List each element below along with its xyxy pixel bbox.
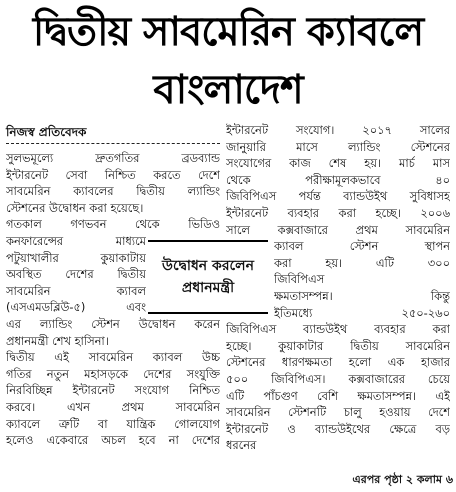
body-line: ইন্টারনেট সেবা নিশ্চিত করতে দেশে bbox=[6, 167, 220, 182]
headline-line-2: বাংলাদেশ bbox=[153, 67, 303, 113]
body-line: নিরবিচ্ছিন্ন ইন্টারনেট সংযোগ নিশ্চিত bbox=[6, 383, 220, 398]
body-line: সাবমেরিন ক্যাবল bbox=[6, 283, 146, 298]
body-line: পটুয়াখালীর কুয়াকাটায় bbox=[6, 250, 146, 265]
body-line: সাবমেরিন ক্যাবলের দ্বিতীয় ল্যান্ডিং bbox=[6, 184, 220, 199]
body-line: সংযোগের কাজ শেষ হয়। মার্চ মাস bbox=[226, 156, 450, 171]
body-line: সাবমেরিন স্টেশনটি চালু হওয়ায় দেশে bbox=[226, 405, 450, 420]
body-line: হলেও একেবারে অচল হবে না দেশের bbox=[6, 433, 220, 448]
body-line: স্টেশনের উদ্বোধন করা হয়েছে। bbox=[6, 200, 144, 215]
pull-quote-line-2: প্রধানমন্ত্রী bbox=[181, 280, 235, 296]
body-line: প্রধানমন্ত্রী শেখ হাসিনা। bbox=[6, 333, 109, 348]
body-line: এর ল্যান্ডিং স্টেশন উদ্বোধন করেন bbox=[6, 316, 220, 331]
byline-divider bbox=[6, 143, 220, 144]
body-line: দ্বিতীয় এই সাবমেরিন ক্যাবল উচ্চ bbox=[6, 350, 220, 365]
byline: নিজস্ব প্রতিবেদক bbox=[6, 125, 87, 139]
body-line: গতকাল গণভবন থেকে ভিডিও bbox=[6, 217, 220, 232]
body-line: ক্যাবলে ত্রুটি বা যান্ত্রিক গোলযোগ bbox=[6, 416, 220, 431]
body-line: কনফারেন্সের মাধ্যমে bbox=[6, 233, 146, 248]
body-line: ইন্টারনেট ব্যবহার করা হচ্ছে। ২০০৬ bbox=[226, 205, 450, 220]
body-line: সুলভমূল্যে দ্রুতগতির ব্রডব্যান্ড bbox=[6, 151, 220, 165]
body-line: করা হয়। এটি ৩০০ bbox=[274, 255, 450, 270]
body-line: এটি পাঁচগুণ বেশি ক্ষমতাসম্পন্ন। এই bbox=[226, 388, 450, 403]
headline-line-1: দ্বিতীয় সাবমেরিন ক্যাবলে bbox=[32, 9, 424, 55]
body-line: ইন্টারনেট সংযোগ। ২০১৭ সালের bbox=[226, 123, 450, 137]
body-line: গতির নতুন মহাসড়কে দেশের সংযুক্তি bbox=[6, 366, 220, 381]
continued-on-page: এরপর পৃষ্ঠা ২ কলাম ৬ bbox=[352, 473, 453, 486]
body-line: অবস্থিত দেশের দ্বিতীয় bbox=[6, 267, 146, 282]
body-line: জিবিপিএস পর্যন্ত ব্যান্ডউইথ সুবিধাসহ bbox=[226, 189, 450, 204]
body-line: জানুয়ারি মাসে ল্যান্ডিং স্টেশনের bbox=[226, 139, 450, 154]
body-line: করবে। এখন প্রথম সাবমেরিন bbox=[6, 399, 220, 414]
body-line: ইন্টারনেট ও ব্যান্ডউইথের ক্ষেত্রে বড় bbox=[226, 421, 450, 436]
pull-quote bbox=[148, 240, 268, 314]
body-line: সালে কক্সবাজারে প্রথম সাবমেরিন bbox=[226, 222, 450, 237]
body-line: জিবিপিএস bbox=[274, 272, 325, 287]
body-line: ইতিমধ্যে ২৫০-২৬০ bbox=[274, 305, 450, 320]
body-line: হচ্ছে। কুয়াকাটার দ্বিতীয় সাবমেরিন bbox=[226, 338, 450, 353]
body-line: (এসএমডব্লিউ-৫) এবং bbox=[6, 300, 146, 315]
pull-quote-line-1: উদ্বোধন করলেন bbox=[162, 258, 254, 274]
body-line: ধরনের bbox=[226, 438, 257, 453]
body-line: জিবিপিএস ব্যান্ডউইথ ব্যবহার করা bbox=[226, 322, 450, 337]
body-line: ক্ষমতাসম্পন্ন। কিন্তু bbox=[274, 288, 450, 303]
body-line: থেকে পরীক্ষামূলকভাবে ৪০ bbox=[226, 172, 450, 187]
body-line: ক্যাবল স্টেশন স্থাপন bbox=[274, 239, 450, 254]
body-line: স্টেশনের ধারণক্ষমতা হলো এক হাজার bbox=[226, 355, 450, 370]
body-line: ৫০০ জিবিপিএস। কক্সবাজারের চেয়ে bbox=[226, 371, 450, 386]
